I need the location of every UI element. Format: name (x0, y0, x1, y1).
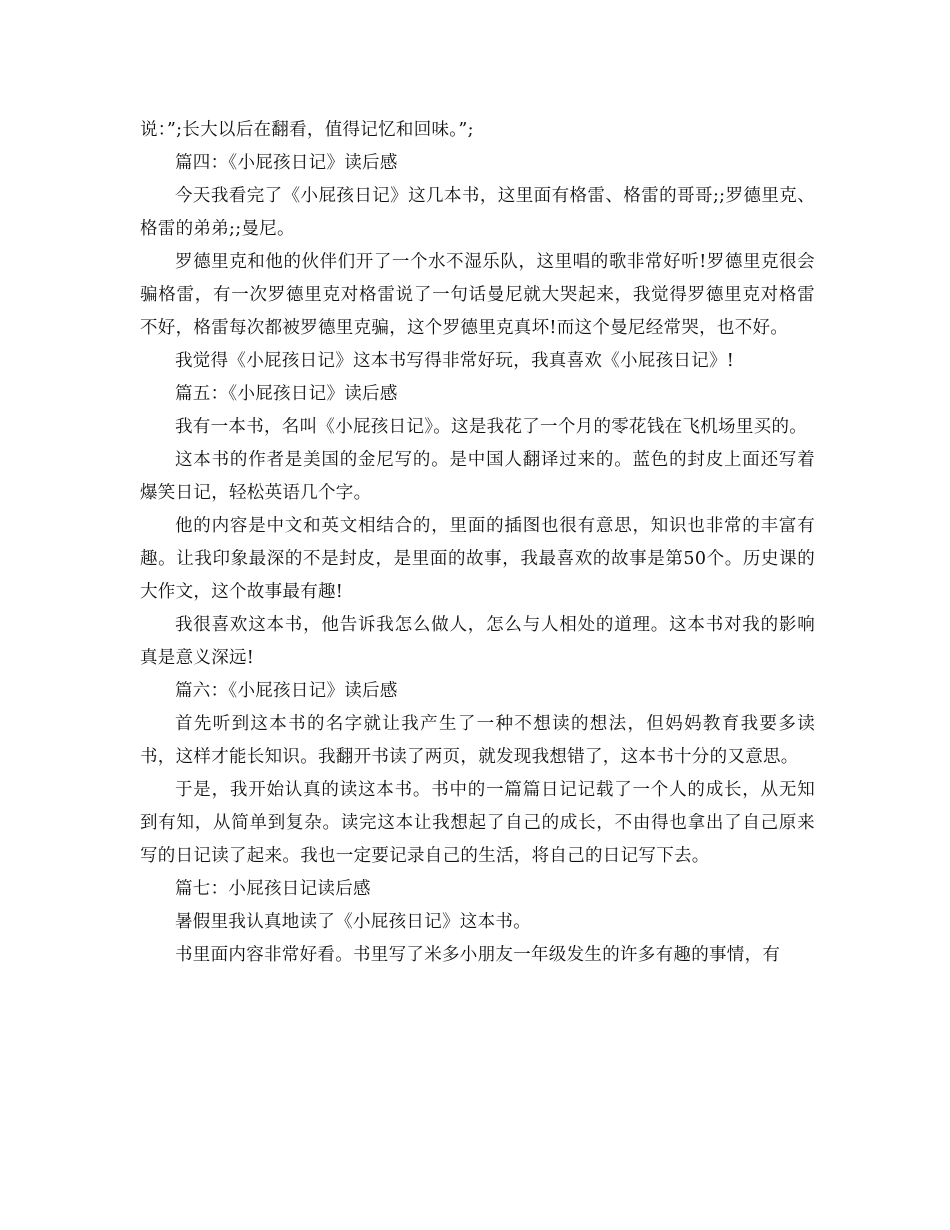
section-heading: 篇五：《小屁孩日记》读后感 (175, 384, 398, 404)
paragraph: 我觉得《小屁孩日记》这本书写得非常好玩，我真喜欢《小屁孩日记》! (175, 351, 735, 371)
paragraph: 我有一本书，名叫《小屁孩日记》。这是我花了一个月的零花钱在飞机场里买的。 (175, 417, 808, 437)
section-heading: 篇四：《小屁孩日记》读后感 (175, 153, 398, 173)
paragraph: 今天我看完了《小屁孩日记》这几本书，这里面有格雷、格雷的哥哥;;罗德里克、格雷的弟弟;;曼尼。 (140, 186, 815, 239)
paragraph: 暑假里我认真地读了《小屁孩日记》这本书。 (175, 912, 531, 932)
paragraph: 于是，我开始认真的读这本书。书中的一篇篇日记记载了一个人的成长，从无知到有知，从简单到复杂。读完这本让我想起了自己的成长，不由得也拿出了自己原来写的日记读了起来。我也一定要记录自己的生活，将自己的日记写下去。 (140, 780, 815, 866)
paragraph: 书里面内容非常好看。书里写了米多小朋友一年级发生的许多有趣的事情，有 (175, 945, 781, 965)
section-heading: 篇六：《小屁孩日记》读后感 (175, 681, 398, 701)
paragraph: 这本书的作者是美国的金尼写的。是中国人翻译过来的。蓝色的封皮上面还写着爆笑日记，轻松英语几个字。 (140, 450, 815, 503)
paragraph: 说：”;长大以后在翻看，值得记忆和回味。”; (140, 120, 474, 140)
paragraph: 他的内容是中文和英文相结合的，里面的插图也很有意思，知识也非常的丰富有趣。让我印象最深的不是封皮，是里面的故事，我最喜欢的故事是第50个。历史课的大作文，这个故事最有趣! (140, 516, 815, 602)
document-body (140, 114, 815, 972)
paragraph: 首先听到这本书的名字就让我产生了一种不想读的想法，但妈妈教育我要多读书，这样才能长知识。我翻开书读了两页，就发现我想错了，这本书十分的又意思。 (140, 714, 815, 767)
paragraph: 我很喜欢这本书，他告诉我怎么做人，怎么与人相处的道理。这本书对我的影响真是意义深远! (140, 615, 815, 668)
paragraph: 罗德里克和他的伙伴们开了一个水不湿乐队，这里唱的歌非常好听!罗德里克很会骗格雷，有一次罗德里克对格雷说了一句话曼尼就大哭起来，我觉得罗德里克对格雷不好，格雷每次都被罗德里克骗，这个罗德里克真坏!而这个曼尼经常哭，也不好。 (140, 252, 815, 338)
section-heading: 篇七：小屁孩日记读后感 (175, 879, 371, 899)
